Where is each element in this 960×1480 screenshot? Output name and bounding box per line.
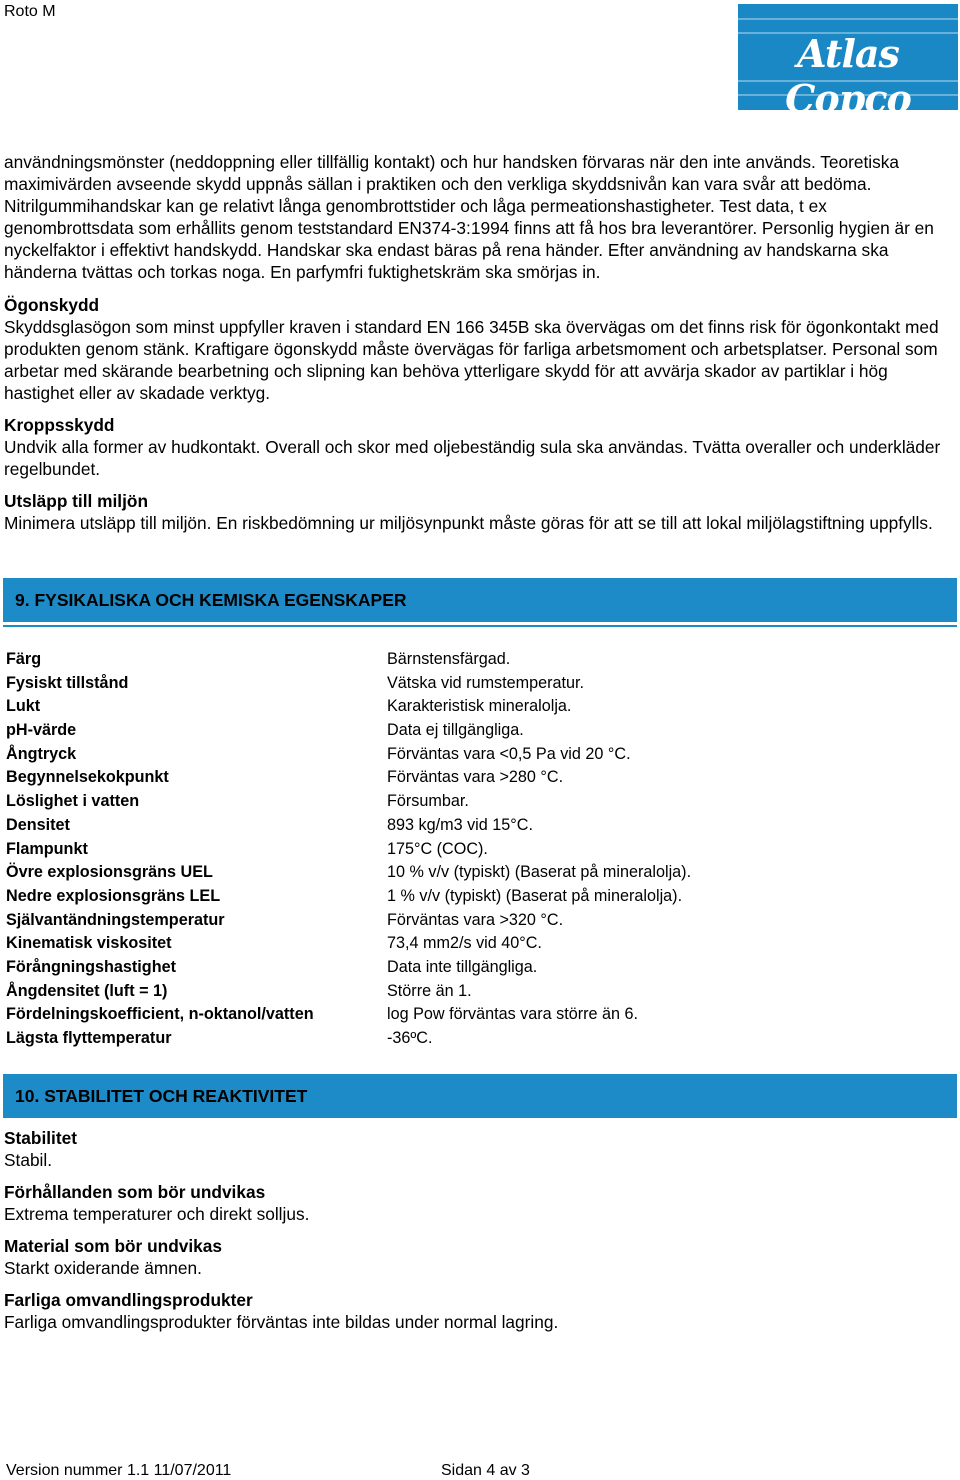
property-key: Fysiskt tillstånd [6,673,129,692]
property-row [6,909,906,933]
property-key: Begynnelsekokpunkt [6,768,169,787]
subsection-text: Starkt oxiderande ämnen. [4,1258,202,1278]
logo-wordmark: Atlas Copco [785,31,911,121]
property-key: Kinematisk viskositet [6,934,172,953]
section-body-protection [4,414,960,480]
property-row [6,838,906,862]
section-9-band [3,578,957,622]
property-row [6,766,906,790]
property-key: Fördelningskoefficient, n-oktanol/vatten [6,1005,314,1024]
atlas-copco-logo [738,4,958,121]
property-row [6,1027,906,1051]
subsection-heading: Förhållanden som bör undvikas [4,1182,266,1202]
section-10-band [3,1074,957,1118]
property-key: Nedre explosionsgräns LEL [6,886,221,905]
property-key: Densitet [6,815,70,834]
property-value: Förväntas vara <0,5 Pa vid 20 °C. [387,744,631,763]
section-heading: Utsläpp till miljön [4,491,149,511]
section-9-title: 9. FYSIKALISKA OCH KEMISKA EGENSKAPER [15,590,407,610]
subsection-decomposition [4,1289,960,1333]
document-header-label: Roto M [4,3,56,20]
property-value: -36ºC. [387,1029,433,1047]
section-9-rule [3,625,957,627]
property-value: Vätska vid rumstemperatur. [387,673,585,692]
footer-version: Version nummer 1.1 11/07/2011 [6,1462,232,1479]
subsection-text: Farliga omvandlingsprodukter förväntas inte bildas under normal lagring. [4,1312,559,1332]
property-value: Data ej tillgängliga. [387,721,524,740]
property-key: Självantändningstemperatur [6,910,225,929]
section-environment [4,490,960,534]
section-text: Undvik alla former av hudkontakt. Overall och skor med oljebeständig sula ska användas. Tvätta overaller och underkläder regelbundet. [4,437,941,479]
subsection-conditions [4,1181,960,1225]
property-row [6,861,906,885]
property-row [6,956,906,980]
section-eye-protection [4,294,960,404]
property-value: Förväntas vara >320 °C. [387,910,564,929]
section-text: Skyddsglasögon som minst uppfyller kraven i standard EN 166 345B ska övervägas om det finns risk för ögonkontakt med produkten genom stänk. Kraftigare ögonskydd måste övervägas för farliga arbetsmoment och arbetsplatser. Personal som arbetar med skärande bearbetning och slipning kan behöva ytterligare skydd för att avvärja skador av partiklar i hög hastighet eller av skadade verktyg. [4,317,939,403]
subsection-stability [4,1127,960,1171]
property-value: 893 kg/m3 vid 15°C. [387,815,533,834]
property-value: 175°C (COC). [387,839,488,858]
property-row [6,885,906,909]
subsection-materials [4,1235,960,1279]
section-text: Minimera utsläpp till miljön. En riskbedömning ur miljösynpunkt måste göras för att se till att lokal miljölagstiftning uppfylls. [4,513,933,533]
property-value: 10 % v/v (typiskt) (Baserat på mineralolja). [387,863,692,882]
subsection-heading: Farliga omvandlingsprodukter [4,1290,253,1310]
property-row [6,790,906,814]
property-value: log Pow förväntas vara större än 6. [387,1005,639,1024]
property-key: Ångtryck [6,744,77,763]
property-key: pH-värde [6,721,77,740]
property-key: Löslighet i vatten [6,792,140,811]
property-row [6,719,906,743]
property-row [6,743,906,767]
property-key: Lägsta flyttemperatur [6,1029,172,1047]
property-value: Data inte tillgängliga. [387,957,538,976]
property-row [6,932,906,956]
subsection-text: Stabil. [4,1150,53,1170]
property-key: Ångdensitet (luft = 1) [6,981,168,1000]
subsection-heading: Material som bör undvikas [4,1236,222,1256]
property-row [6,648,906,672]
property-key: Flampunkt [6,839,88,858]
subsection-heading: Stabilitet [4,1128,77,1148]
section-10-title: 10. STABILITET OCH REAKTIVITET [15,1086,308,1106]
property-value: Förväntas vara >280 °C. [387,768,564,787]
footer-page-number: Sidan 4 av 3 [441,1462,530,1479]
property-value: 1 % v/v (typiskt) (Baserat på mineralolja). [387,886,683,905]
property-value: Försumbar. [387,792,469,811]
section-heading: Ögonskydd [4,295,100,315]
property-value: Bärnstensfärgad. [387,650,511,668]
property-value: Karakteristisk mineralolja. [387,697,572,716]
property-row [6,814,906,838]
property-value: 73,4 mm2/s vid 40°C. [387,934,542,953]
property-key: Lukt [6,697,41,716]
property-key: Färg [6,650,42,668]
property-value: Större än 1. [387,981,472,1000]
section-heading: Kroppsskydd [4,415,115,435]
property-key: Övre explosionsgräns UEL [6,863,213,882]
subsection-text: Extrema temperaturer och direkt solljus. [4,1204,310,1224]
property-row [6,695,906,719]
property-key: Förångningshastighet [6,957,176,976]
property-row [6,672,906,696]
intro-paragraph: användningsmönster (neddoppning eller tillfällig kontakt) och hur handsken förvaras när den inte används. Teoretiska maximivärden avseende skydd uppnås sällan i praktiken och den verkliga skyddsnivån kan vara svår att bedöma. Nitrilgummihandskar kan ge relativt långa genombrottstider och låga permeationshastigheter. Test data, t ex genombrottsdata som erhållits genom teststandard EN374-3:1994 finns att få hos bra leverantörer. Personlig hygien är en nyckelfaktor i effektivt handskydd. Handskar ska endast bäras på rena händer. Efter användning av handskarna ska händerna tvättas och torkas noga. En parfymfri fuktighetskräm ska smörjas in. [4,152,934,282]
property-row [6,1003,906,1027]
property-row [6,980,906,1004]
properties-table [6,648,906,1051]
